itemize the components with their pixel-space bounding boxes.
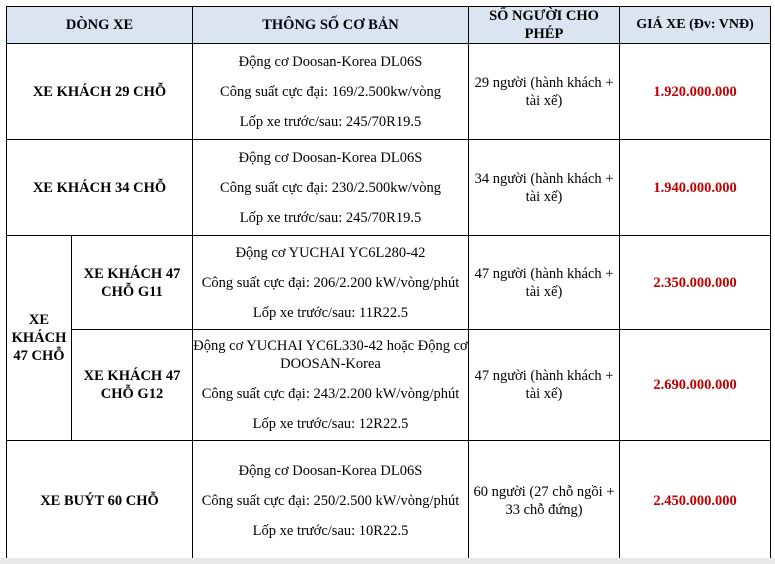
- header-capacity: SỐ NGƯỜI CHO PHÉP: [469, 7, 620, 44]
- model-name: XE KHÁCH 47 CHỖ G11: [72, 236, 193, 330]
- table-row: [7, 140, 771, 236]
- spec-engine: Động cơ YUCHAI YC6L280-42: [235, 244, 426, 261]
- spec-power: Công suất cực đại: 206/2.200 kW/vòng/phút: [201, 274, 460, 291]
- table-row: [7, 330, 771, 441]
- spec-power: Công suất cực đại: 250/2.500 kW/vòng/phút: [201, 492, 460, 509]
- table-row: [7, 44, 771, 140]
- spec-tires: Lốp xe trước/sau: 11R22.5: [252, 304, 409, 321]
- capacity-cell: 47 người (hành khách + tài xế): [469, 330, 620, 441]
- specs-cell: [193, 330, 469, 441]
- capacity-cell: 47 người (hành khách + tài xế): [469, 236, 620, 330]
- spec-engine: Động cơ Doosan-Korea DL06S: [238, 53, 423, 70]
- page-bottom-edge: [0, 558, 775, 564]
- price-cell: 2.450.000.000: [620, 441, 771, 561]
- model-name: XE KHÁCH 34 CHỖ: [7, 140, 193, 236]
- capacity-cell: 34 người (hành khách + tài xế): [469, 140, 620, 236]
- model-name: XE KHÁCH 29 CHỖ: [7, 44, 193, 140]
- price-cell: 1.920.000.000: [620, 44, 771, 140]
- model-group-name: XE KHÁCH 47 CHỖ: [7, 236, 72, 441]
- spec-engine: Động cơ Doosan-Korea DL06S: [238, 462, 423, 479]
- specs-cell: [193, 441, 469, 561]
- specs-cell: [193, 236, 469, 330]
- capacity-cell: 29 người (hành khách + tài xế): [469, 44, 620, 140]
- spec-power: Công suất cực đại: 243/2.200 kW/vòng/phút: [201, 386, 460, 403]
- spec-power: Công suất cực đại: 169/2.500kw/vòng: [220, 83, 441, 100]
- price-cell: 2.690.000.000: [620, 330, 771, 441]
- spec-engine: Động cơ YUCHAI YC6L330-42 hoặc Động cơ DOOSAN-Korea: [193, 338, 468, 373]
- model-name: XE BUÝT 60 CHỖ: [7, 441, 193, 561]
- price-cell: 1.940.000.000: [620, 140, 771, 236]
- specs-cell: [193, 140, 469, 236]
- table-header-row: [7, 7, 771, 44]
- spec-tires: Lốp xe trước/sau: 245/70R19.5: [239, 113, 422, 130]
- header-price: GIÁ XE (Đv: VNĐ): [620, 7, 771, 44]
- table-row: [7, 236, 771, 330]
- capacity-cell: 60 người (27 chỗ ngồi + 33 chỗ đứng): [469, 441, 620, 561]
- price-cell: 2.350.000.000: [620, 236, 771, 330]
- spec-tires: Lốp xe trước/sau: 12R22.5: [252, 416, 409, 433]
- spec-engine: Động cơ Doosan-Korea DL06S: [238, 149, 423, 166]
- header-model: DÒNG XE: [7, 7, 193, 44]
- spec-tires: Lốp xe trước/sau: 10R22.5: [252, 522, 409, 539]
- header-specs: THÔNG SỐ CƠ BẢN: [193, 7, 469, 44]
- vehicle-price-table: [6, 6, 771, 561]
- spec-tires: Lốp xe trước/sau: 245/70R19.5: [239, 209, 422, 226]
- model-name: XE KHÁCH 47 CHỖ G12: [72, 330, 193, 441]
- table-row: [7, 441, 771, 561]
- specs-cell: [193, 44, 469, 140]
- spec-power: Công suất cực đại: 230/2.500kw/vòng: [220, 179, 441, 196]
